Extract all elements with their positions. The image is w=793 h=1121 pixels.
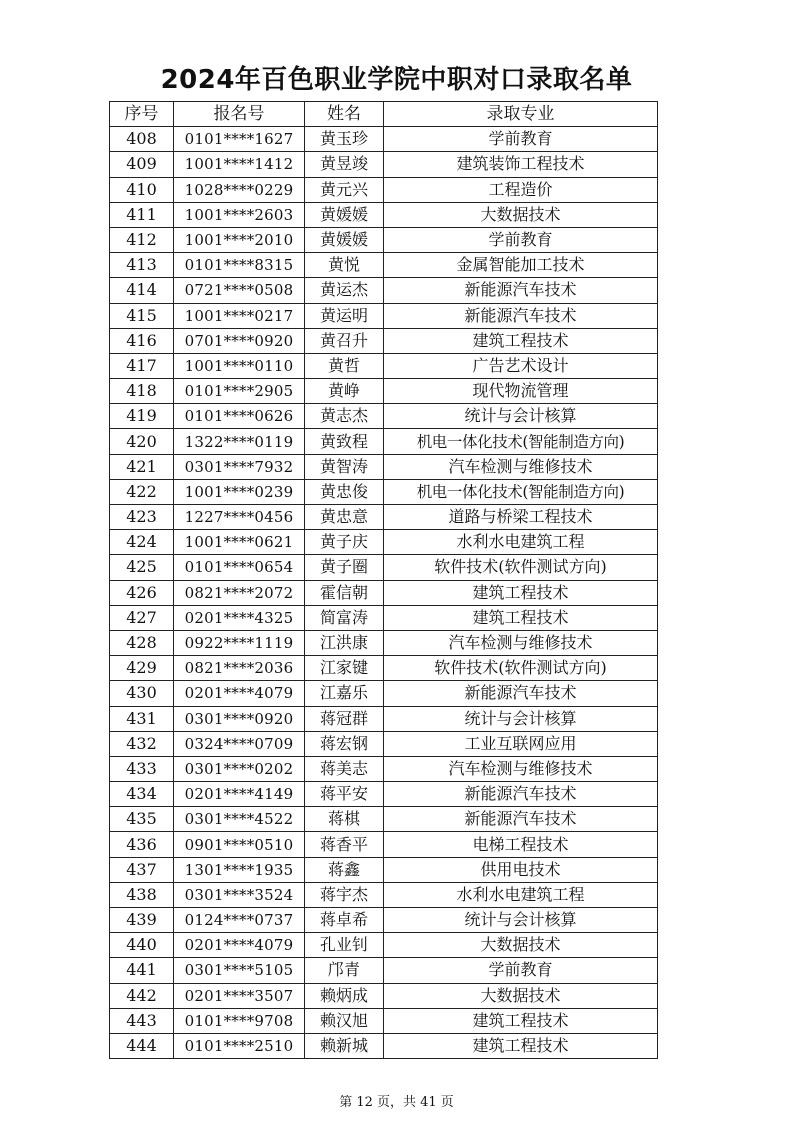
header-registration-number: 报名号 bbox=[174, 102, 305, 127]
cell-registration-number: 0201****3507 bbox=[174, 983, 305, 1008]
cell-student-name: 蒋宇杰 bbox=[305, 882, 384, 907]
cell-serial-number: 432 bbox=[110, 731, 174, 756]
cell-registration-number: 1001****0621 bbox=[174, 530, 305, 555]
cell-admitted-major: 建筑工程技术 bbox=[384, 1008, 658, 1033]
cell-serial-number: 421 bbox=[110, 454, 174, 479]
cell-serial-number: 411 bbox=[110, 202, 174, 227]
cell-serial-number: 439 bbox=[110, 908, 174, 933]
cell-student-name: 黄运明 bbox=[305, 303, 384, 328]
cell-registration-number: 0301****0202 bbox=[174, 756, 305, 781]
cell-serial-number: 424 bbox=[110, 530, 174, 555]
cell-registration-number: 0301****7932 bbox=[174, 454, 305, 479]
cell-student-name: 江洪康 bbox=[305, 630, 384, 655]
cell-registration-number: 0101****2510 bbox=[174, 1033, 305, 1058]
table-row bbox=[110, 857, 658, 882]
cell-admitted-major: 工程造价 bbox=[384, 177, 658, 202]
table-row bbox=[110, 429, 658, 454]
cell-serial-number: 431 bbox=[110, 706, 174, 731]
cell-student-name: 蒋棋 bbox=[305, 807, 384, 832]
table-row bbox=[110, 580, 658, 605]
cell-student-name: 简富涛 bbox=[305, 605, 384, 630]
cell-admitted-major: 建筑工程技术 bbox=[384, 328, 658, 353]
cell-serial-number: 419 bbox=[110, 404, 174, 429]
cell-serial-number: 440 bbox=[110, 933, 174, 958]
table-row bbox=[110, 958, 658, 983]
table-row bbox=[110, 127, 658, 152]
cell-admitted-major: 大数据技术 bbox=[384, 933, 658, 958]
cell-registration-number: 0701****0920 bbox=[174, 328, 305, 353]
cell-serial-number: 412 bbox=[110, 227, 174, 252]
cell-student-name: 赖炳成 bbox=[305, 983, 384, 1008]
cell-serial-number: 435 bbox=[110, 807, 174, 832]
cell-admitted-major: 统计与会计核算 bbox=[384, 706, 658, 731]
cell-registration-number: 1227****0456 bbox=[174, 505, 305, 530]
cell-admitted-major: 新能源汽车技术 bbox=[384, 681, 658, 706]
table-row bbox=[110, 227, 658, 252]
table-row bbox=[110, 303, 658, 328]
cell-student-name: 霍信朝 bbox=[305, 580, 384, 605]
cell-serial-number: 420 bbox=[110, 429, 174, 454]
cell-admitted-major: 汽车检测与维修技术 bbox=[384, 454, 658, 479]
cell-student-name: 孔业钊 bbox=[305, 933, 384, 958]
cell-registration-number: 1001****0110 bbox=[174, 353, 305, 378]
table-row bbox=[110, 1008, 658, 1033]
cell-student-name: 黄志杰 bbox=[305, 404, 384, 429]
cell-registration-number: 0821****2036 bbox=[174, 656, 305, 681]
cell-student-name: 赖汉旭 bbox=[305, 1008, 384, 1033]
cell-serial-number: 434 bbox=[110, 782, 174, 807]
cell-student-name: 黄昱竣 bbox=[305, 152, 384, 177]
table-row bbox=[110, 505, 658, 530]
table-row bbox=[110, 328, 658, 353]
cell-admitted-major: 金属智能加工技术 bbox=[384, 253, 658, 278]
cell-registration-number: 0301****0920 bbox=[174, 706, 305, 731]
table-row bbox=[110, 404, 658, 429]
cell-serial-number: 415 bbox=[110, 303, 174, 328]
cell-admitted-major: 现代物流管理 bbox=[384, 379, 658, 404]
table-row bbox=[110, 278, 658, 303]
cell-student-name: 江嘉乐 bbox=[305, 681, 384, 706]
cell-serial-number: 413 bbox=[110, 253, 174, 278]
cell-student-name: 江家键 bbox=[305, 656, 384, 681]
cell-admitted-major: 建筑工程技术 bbox=[384, 1033, 658, 1058]
table-row bbox=[110, 882, 658, 907]
cell-student-name: 黄忠意 bbox=[305, 505, 384, 530]
table-row bbox=[110, 630, 658, 655]
cell-student-name: 黄智涛 bbox=[305, 454, 384, 479]
cell-admitted-major: 学前教育 bbox=[384, 958, 658, 983]
table-row bbox=[110, 807, 658, 832]
cell-registration-number: 1001****0239 bbox=[174, 479, 305, 504]
cell-registration-number: 0201****4079 bbox=[174, 933, 305, 958]
table-row bbox=[110, 933, 658, 958]
cell-student-name: 蒋宏钢 bbox=[305, 731, 384, 756]
cell-student-name: 黄忠俊 bbox=[305, 479, 384, 504]
cell-registration-number: 1001****2603 bbox=[174, 202, 305, 227]
cell-serial-number: 429 bbox=[110, 656, 174, 681]
cell-registration-number: 0101****8315 bbox=[174, 253, 305, 278]
table-row bbox=[110, 353, 658, 378]
cell-admitted-major: 大数据技术 bbox=[384, 202, 658, 227]
cell-serial-number: 441 bbox=[110, 958, 174, 983]
cell-serial-number: 438 bbox=[110, 882, 174, 907]
cell-admitted-major: 统计与会计核算 bbox=[384, 404, 658, 429]
cell-serial-number: 414 bbox=[110, 278, 174, 303]
table-row bbox=[110, 782, 658, 807]
cell-admitted-major: 新能源汽车技术 bbox=[384, 303, 658, 328]
cell-serial-number: 430 bbox=[110, 681, 174, 706]
cell-student-name: 蒋冠群 bbox=[305, 706, 384, 731]
table-row bbox=[110, 202, 658, 227]
cell-registration-number: 0201****4079 bbox=[174, 681, 305, 706]
page-footer: 第 12 页，共 41 页 bbox=[339, 1095, 454, 1110]
table-row bbox=[110, 177, 658, 202]
cell-student-name: 黄子圈 bbox=[305, 555, 384, 580]
cell-student-name: 黄玉珍 bbox=[305, 127, 384, 152]
cell-student-name: 黄媛媛 bbox=[305, 202, 384, 227]
cell-student-name: 黄召升 bbox=[305, 328, 384, 353]
table-row bbox=[110, 983, 658, 1008]
table-row bbox=[110, 152, 658, 177]
cell-registration-number: 0101****0626 bbox=[174, 404, 305, 429]
cell-registration-number: 1301****1935 bbox=[174, 857, 305, 882]
table-row bbox=[110, 379, 658, 404]
cell-registration-number: 0324****0709 bbox=[174, 731, 305, 756]
table-header bbox=[110, 102, 658, 127]
cell-registration-number: 0101****9708 bbox=[174, 1008, 305, 1033]
cell-admitted-major: 道路与桥梁工程技术 bbox=[384, 505, 658, 530]
cell-admitted-major: 广告艺术设计 bbox=[384, 353, 658, 378]
header-row bbox=[110, 102, 658, 127]
cell-student-name: 蒋卓希 bbox=[305, 908, 384, 933]
cell-student-name: 黄运杰 bbox=[305, 278, 384, 303]
cell-registration-number: 0301****4522 bbox=[174, 807, 305, 832]
table-row bbox=[110, 530, 658, 555]
cell-student-name: 黄致程 bbox=[305, 429, 384, 454]
cell-registration-number: 0301****5105 bbox=[174, 958, 305, 983]
cell-serial-number: 425 bbox=[110, 555, 174, 580]
cell-serial-number: 418 bbox=[110, 379, 174, 404]
cell-registration-number: 1001****1412 bbox=[174, 152, 305, 177]
admission-table bbox=[109, 101, 658, 1059]
cell-admitted-major: 软件技术(软件测试方向) bbox=[384, 656, 658, 681]
cell-serial-number: 443 bbox=[110, 1008, 174, 1033]
cell-registration-number: 0201****4325 bbox=[174, 605, 305, 630]
cell-admitted-major: 工业互联网应用 bbox=[384, 731, 658, 756]
cell-serial-number: 409 bbox=[110, 152, 174, 177]
cell-admitted-major: 汽车检测与维修技术 bbox=[384, 756, 658, 781]
cell-student-name: 黄子庆 bbox=[305, 530, 384, 555]
cell-student-name: 黄元兴 bbox=[305, 177, 384, 202]
table-row bbox=[110, 832, 658, 857]
cell-serial-number: 410 bbox=[110, 177, 174, 202]
cell-registration-number: 0101****1627 bbox=[174, 127, 305, 152]
cell-registration-number: 0101****0654 bbox=[174, 555, 305, 580]
cell-serial-number: 444 bbox=[110, 1033, 174, 1058]
table-row bbox=[110, 681, 658, 706]
cell-serial-number: 437 bbox=[110, 857, 174, 882]
cell-registration-number: 1001****2010 bbox=[174, 227, 305, 252]
cell-admitted-major: 电梯工程技术 bbox=[384, 832, 658, 857]
cell-registration-number: 0821****2072 bbox=[174, 580, 305, 605]
table-body bbox=[110, 127, 658, 1059]
cell-registration-number: 0922****1119 bbox=[174, 630, 305, 655]
cell-student-name: 邝青 bbox=[305, 958, 384, 983]
cell-admitted-major: 机电一体化技术(智能制造方向) bbox=[384, 479, 658, 504]
header-serial-number: 序号 bbox=[110, 102, 174, 127]
cell-admitted-major: 学前教育 bbox=[384, 127, 658, 152]
cell-student-name: 黄哲 bbox=[305, 353, 384, 378]
cell-student-name: 蒋香平 bbox=[305, 832, 384, 857]
cell-registration-number: 0721****0508 bbox=[174, 278, 305, 303]
cell-registration-number: 0201****4149 bbox=[174, 782, 305, 807]
cell-admitted-major: 建筑工程技术 bbox=[384, 580, 658, 605]
cell-admitted-major: 水利水电建筑工程 bbox=[384, 530, 658, 555]
table-row bbox=[110, 479, 658, 504]
cell-admitted-major: 汽车检测与维修技术 bbox=[384, 630, 658, 655]
cell-admitted-major: 学前教育 bbox=[384, 227, 658, 252]
cell-admitted-major: 供用电技术 bbox=[384, 857, 658, 882]
table-row bbox=[110, 253, 658, 278]
cell-serial-number: 427 bbox=[110, 605, 174, 630]
table-row bbox=[110, 731, 658, 756]
cell-admitted-major: 大数据技术 bbox=[384, 983, 658, 1008]
cell-registration-number: 0101****2905 bbox=[174, 379, 305, 404]
cell-serial-number: 426 bbox=[110, 580, 174, 605]
table-row bbox=[110, 656, 658, 681]
cell-serial-number: 428 bbox=[110, 630, 174, 655]
cell-student-name: 蒋平安 bbox=[305, 782, 384, 807]
cell-admitted-major: 新能源汽车技术 bbox=[384, 807, 658, 832]
cell-registration-number: 1001****0217 bbox=[174, 303, 305, 328]
cell-student-name: 蒋鑫 bbox=[305, 857, 384, 882]
cell-student-name: 赖新城 bbox=[305, 1033, 384, 1058]
cell-serial-number: 422 bbox=[110, 479, 174, 504]
header-admitted-major: 录取专业 bbox=[384, 102, 658, 127]
cell-student-name: 蒋美志 bbox=[305, 756, 384, 781]
document-title: 2024年百色职业学院中职对口录取名单 bbox=[160, 65, 633, 95]
cell-admitted-major: 建筑工程技术 bbox=[384, 605, 658, 630]
cell-registration-number: 1322****0119 bbox=[174, 429, 305, 454]
table-row bbox=[110, 756, 658, 781]
cell-student-name: 黄峥 bbox=[305, 379, 384, 404]
table-row bbox=[110, 454, 658, 479]
cell-serial-number: 436 bbox=[110, 832, 174, 857]
cell-registration-number: 1028****0229 bbox=[174, 177, 305, 202]
cell-serial-number: 417 bbox=[110, 353, 174, 378]
cell-registration-number: 0301****3524 bbox=[174, 882, 305, 907]
header-student-name: 姓名 bbox=[305, 102, 384, 127]
cell-serial-number: 442 bbox=[110, 983, 174, 1008]
cell-admitted-major: 机电一体化技术(智能制造方向) bbox=[384, 429, 658, 454]
cell-serial-number: 433 bbox=[110, 756, 174, 781]
cell-registration-number: 0124****0737 bbox=[174, 908, 305, 933]
table-row bbox=[110, 908, 658, 933]
table-row bbox=[110, 555, 658, 580]
cell-admitted-major: 软件技术(软件测试方向) bbox=[384, 555, 658, 580]
cell-registration-number: 0901****0510 bbox=[174, 832, 305, 857]
cell-serial-number: 416 bbox=[110, 328, 174, 353]
table-row bbox=[110, 706, 658, 731]
cell-serial-number: 423 bbox=[110, 505, 174, 530]
cell-admitted-major: 新能源汽车技术 bbox=[384, 278, 658, 303]
cell-admitted-major: 统计与会计核算 bbox=[384, 908, 658, 933]
cell-student-name: 黄媛媛 bbox=[305, 227, 384, 252]
cell-admitted-major: 新能源汽车技术 bbox=[384, 782, 658, 807]
cell-admitted-major: 水利水电建筑工程 bbox=[384, 882, 658, 907]
cell-admitted-major: 建筑装饰工程技术 bbox=[384, 152, 658, 177]
cell-serial-number: 408 bbox=[110, 127, 174, 152]
cell-student-name: 黄悦 bbox=[305, 253, 384, 278]
table-row bbox=[110, 605, 658, 630]
table-row bbox=[110, 1033, 658, 1058]
